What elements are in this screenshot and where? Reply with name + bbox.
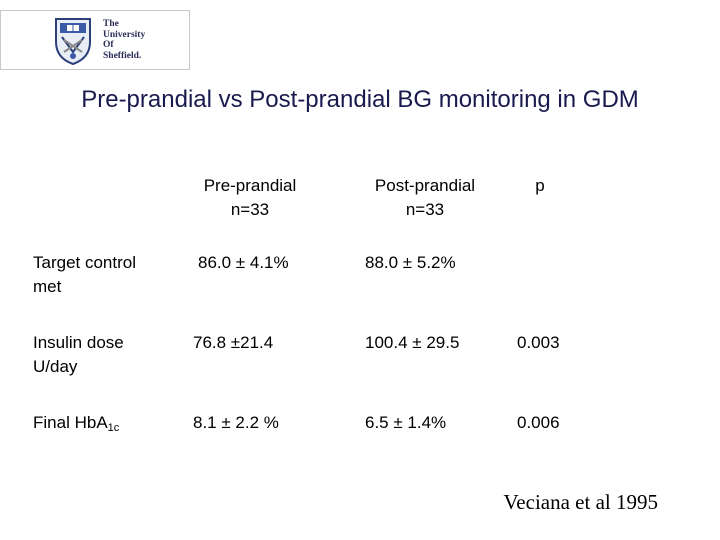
- cell-hba1c-pre: 8.1 ± 2.2 %: [193, 413, 279, 432]
- cell-insulin-pre: 76.8 ±21.4: [193, 333, 274, 352]
- slide-title: Pre-prandial vs Post-prandial BG monitoring in GDM: [81, 86, 639, 113]
- row-label-line: Insulin dose: [33, 333, 124, 352]
- cell-target-post: 88.0 ± 5.2%: [365, 253, 456, 272]
- logo-line: The: [103, 19, 119, 29]
- column-header-n: n=33: [230, 200, 270, 219]
- cell-target-pre: 86.0 ± 4.1%: [198, 253, 289, 272]
- crest-icon: [53, 16, 93, 66]
- row-label-main-suffix: A: [96, 413, 108, 432]
- row-label-line: U/day: [33, 357, 78, 376]
- logo-line: Sheffield.: [103, 50, 142, 61]
- column-header-pre-prandial: [185, 174, 315, 222]
- row-label-final-hba1c: [33, 411, 119, 440]
- row-label-main: Final Hb: [33, 413, 97, 432]
- cell-insulin-p: 0.003: [517, 333, 560, 352]
- row-label-line: met: [33, 277, 62, 296]
- citation: Veciana et al 1995: [503, 490, 658, 514]
- row-label-line: Target control: [33, 253, 136, 272]
- row-label-subscript: 1c: [107, 422, 120, 434]
- logo-line: University: [103, 29, 146, 40]
- column-header-p: [520, 174, 560, 198]
- cell-insulin-post: 100.4 ± 29.5: [365, 333, 460, 352]
- university-logo: [0, 10, 190, 70]
- column-header-post-prandial: [355, 174, 495, 222]
- column-header-label: Pre-prandial: [203, 176, 297, 195]
- column-header-label: Post-prandial: [374, 176, 476, 195]
- logo-wordmark: [103, 19, 145, 61]
- cell-hba1c-post: 6.5 ± 1.4%: [365, 413, 447, 432]
- cell-hba1c-p: 0.006: [517, 413, 560, 432]
- column-header-n: n=33: [405, 200, 445, 219]
- column-header-label: p: [535, 176, 545, 195]
- row-label-target-control: [33, 251, 136, 299]
- logo-line: Of: [103, 40, 114, 50]
- row-label-insulin-dose: [33, 331, 124, 379]
